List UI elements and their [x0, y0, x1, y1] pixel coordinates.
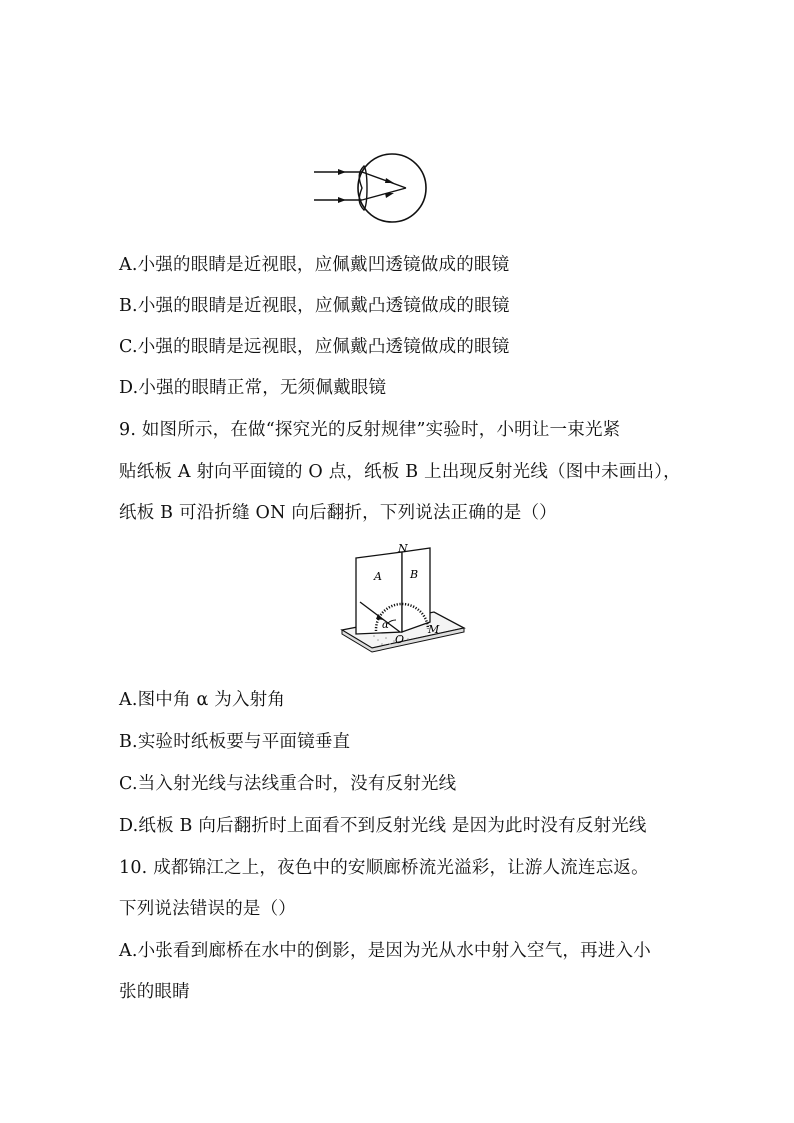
q10-option-a-line-1: A.小张看到廊桥在水中的倒影，是因为光从水中射入空气，再进入小	[119, 941, 651, 961]
q10-option-a-line-2: 张的眼睛	[119, 982, 190, 1002]
q9-option-d: D.纸板 B 向后翻折时上面看不到反射光线 是因为此时没有反射光线	[119, 816, 647, 836]
q9-option-b: B.实验时纸板要与平面镜垂直	[119, 732, 351, 752]
arrow-inner-lower	[385, 193, 394, 198]
reflection-svg	[338, 544, 468, 668]
label-alpha: α	[382, 620, 389, 631]
q9-stem-line-1: 9. 如图所示，在做“探究光的反射规律”实验时，小明让一束光紧	[119, 420, 621, 440]
board-a	[356, 552, 402, 634]
q8-option-b: B.小强的眼睛是近视眼，应佩戴凸透镜做成的眼镜	[119, 296, 510, 316]
eye-svg	[312, 150, 442, 226]
eye-diagram	[312, 150, 442, 226]
q9-stem-line-3: 纸板 B 可沿折缝 ON 向后翻折，下列说法正确的是（）	[119, 503, 557, 523]
q10-stem-line-2: 下列说法错误的是（）	[119, 899, 296, 919]
reflection-diagram	[338, 544, 468, 668]
q8-option-c: C.小强的眼睛是远视眼，应佩戴凸透镜做成的眼镜	[119, 337, 510, 357]
q9-option-c: C.当入射光线与法线重合时，没有反射光线	[119, 774, 457, 794]
q10-stem-line-1: 10. 成都锦江之上，夜色中的安顺廊桥流光溢彩，让游人流连忘返。	[119, 858, 649, 878]
label-o: O	[395, 633, 405, 646]
board-b	[402, 548, 430, 632]
label-n: N	[398, 544, 408, 555]
eyeball	[358, 154, 426, 222]
q8-option-d: D.小强的眼睛正常，无须佩戴眼镜	[119, 378, 387, 398]
arrow-inner-upper	[385, 178, 394, 183]
refracted-ray-upper	[362, 172, 406, 188]
label-b: B	[410, 568, 419, 581]
q9-stem-line-2: 贴纸板 A 射向平面镜的 O 点，纸板 B 上出现反射光线（图中未画出），	[119, 462, 681, 482]
q9-option-a: A.图中角 α 为入射角	[119, 690, 286, 710]
label-m: M	[428, 623, 440, 636]
arrow-lower	[338, 197, 346, 203]
label-a: A	[374, 570, 382, 583]
refracted-ray-lower	[362, 188, 406, 200]
q8-option-a: A.小强的眼睛是近视眼，应佩戴凹透镜做成的眼镜	[119, 255, 510, 275]
arrow-upper	[338, 169, 346, 175]
